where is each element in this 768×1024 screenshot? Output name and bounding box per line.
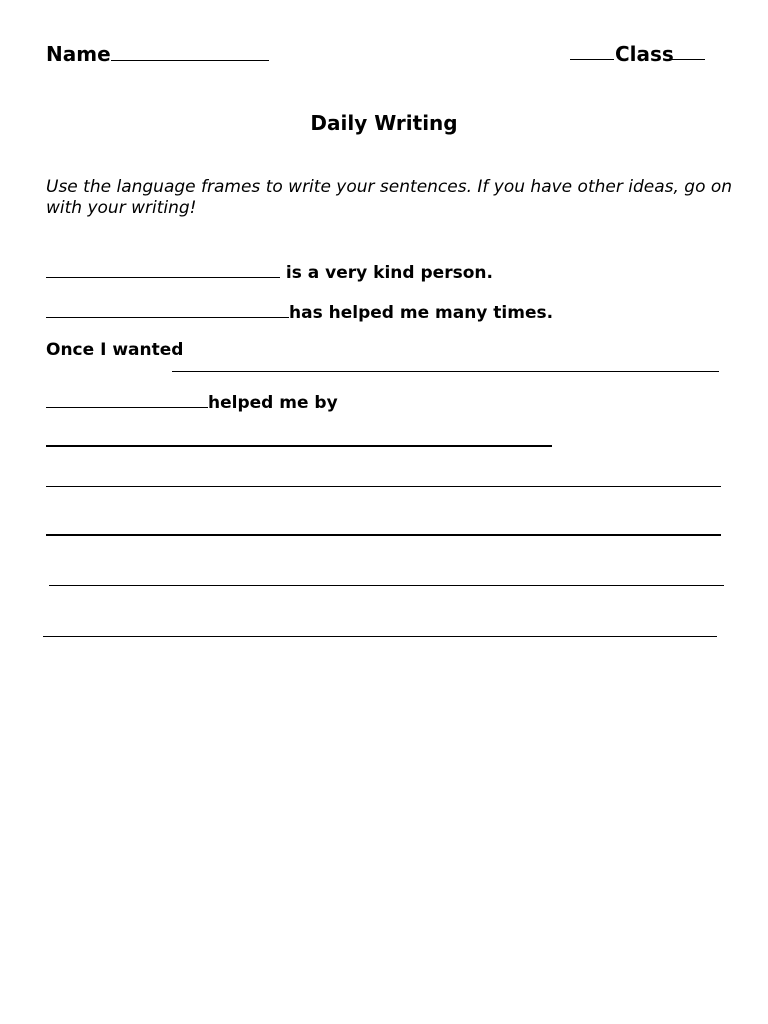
frame-helped-by-text: helped me by bbox=[208, 393, 338, 413]
frame-helped-by bbox=[46, 390, 338, 414]
name-field bbox=[46, 42, 269, 66]
name-label: Name bbox=[46, 42, 111, 66]
page-title: Daily Writing bbox=[310, 111, 458, 135]
frame-helped-times bbox=[46, 300, 553, 324]
frame-kind-person-text: is a very kind person. bbox=[285, 263, 493, 283]
frame-once-wanted: Once I wanted bbox=[46, 340, 184, 360]
once-wanted-line[interactable] bbox=[172, 371, 719, 372]
name-blank[interactable] bbox=[111, 43, 269, 61]
writing-line-2[interactable] bbox=[46, 486, 721, 487]
writing-line-1[interactable] bbox=[46, 445, 552, 447]
frame-helped-by-blank[interactable] bbox=[46, 390, 208, 408]
frame-helped-times-blank[interactable] bbox=[46, 300, 289, 318]
frame-kind-person-blank[interactable] bbox=[46, 260, 280, 278]
instructions-text: Use the language frames to write your sentences. If you have other ideas, go on with your writing! bbox=[46, 177, 733, 218]
frame-kind-person bbox=[46, 260, 493, 284]
class-field bbox=[570, 42, 674, 66]
writing-line-4[interactable] bbox=[49, 585, 724, 586]
class-blank-right[interactable] bbox=[665, 42, 705, 60]
class-label: Class bbox=[615, 42, 674, 66]
frame-helped-times-text: has helped me many times. bbox=[289, 303, 554, 323]
writing-line-3[interactable] bbox=[46, 534, 721, 536]
writing-line-5[interactable] bbox=[43, 636, 717, 637]
class-blank-left[interactable] bbox=[570, 42, 614, 60]
